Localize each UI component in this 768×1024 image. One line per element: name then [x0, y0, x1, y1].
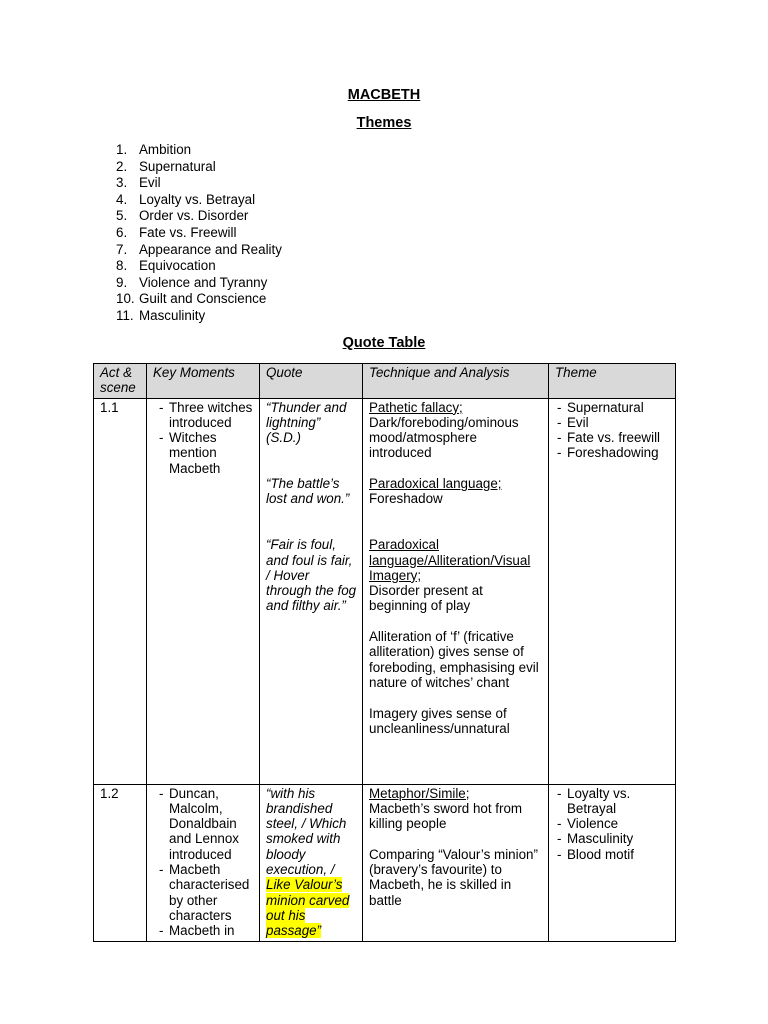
themes-list [116, 142, 282, 325]
quote-text: “Thunder and lightning” (S.D.) [266, 399, 347, 446]
list-item: - Violence [557, 816, 619, 832]
quote-text: “The battle’s lost and won.” [266, 476, 350, 507]
list-item [116, 159, 282, 176]
list-item [116, 142, 282, 159]
list-item [116, 308, 282, 325]
list-item [116, 208, 282, 225]
theme-cell [549, 398, 676, 784]
key-moment: Three witches introduced [169, 399, 253, 430]
list-text: Violence and Tyranny [139, 274, 268, 290]
act-scene-cell: 1.1 [94, 398, 147, 784]
key-moment: Duncan, Malcolm, Donaldbain and Lennox introduced [169, 785, 239, 862]
theme-tag: Violence [567, 816, 619, 832]
technique-label: Paradoxical language; [369, 476, 502, 492]
analysis-cell [363, 784, 549, 941]
list-text: Loyalty vs. Betrayal [139, 191, 256, 207]
themes-heading: Themes [356, 115, 412, 131]
analysis-text: Alliteration of ‘f’ (fricative alliteration) gives sense of foreboding, emphasising evil nature of witches’ chant [369, 629, 539, 690]
document-title: MACBETH [347, 87, 421, 103]
analysis-text: Imagery gives sense of uncleanliness/unnatural [369, 705, 510, 736]
quote-table-heading: Quote Table [342, 335, 426, 351]
list-text: Guilt and Conscience [139, 291, 267, 307]
list-text: Masculinity [139, 307, 206, 323]
technique-label: Metaphor/Simile; [369, 785, 470, 801]
key-moments-cell [147, 398, 260, 784]
list-item: - Loyalty vs. Betrayal [557, 786, 670, 817]
list-text: Evil [139, 175, 161, 191]
list-number: 2. [116, 158, 128, 174]
act-scene-cell: 1.2 [94, 784, 147, 941]
list-number: 5. [116, 208, 128, 224]
list-item [116, 258, 282, 275]
quote-text: “with his brandished steel, / Which smoked with bloody execution, / [266, 785, 347, 878]
theme-tag: Blood motif [567, 846, 634, 862]
analysis-text: Foreshadow [369, 491, 443, 507]
theme-tag: Evil [567, 414, 589, 430]
analysis-text: Macbeth’s sword hot from killing people [369, 800, 523, 832]
analysis-text: Disorder present at beginning of play [369, 583, 483, 614]
table-row [94, 784, 676, 941]
theme-tag: Fate vs. freewill [567, 430, 661, 446]
list-number: 8. [116, 258, 128, 274]
list-item [116, 291, 282, 308]
quote-cell [260, 784, 363, 941]
quote-text: “Fair is foul, and foul is fair, / Hover through the fog and filthy air.” [266, 537, 357, 614]
column-header: Theme [549, 364, 676, 399]
key-moments-cell [147, 784, 260, 941]
list-item: - Witches mention Macbeth [159, 430, 254, 476]
analysis-text: Dark/foreboding/ominous mood/atmosphere introduced [369, 414, 519, 461]
key-moment: Macbeth in [169, 923, 235, 939]
column-header: Act & scene [94, 364, 147, 399]
key-moment: Witches mention Macbeth [169, 430, 221, 476]
quote-table [93, 363, 676, 942]
column-header: Quote [260, 364, 363, 399]
technique-label: Pathetic fallacy; [369, 399, 463, 415]
list-text: Order vs. Disorder [139, 208, 249, 224]
list-item: - Fate vs. freewill [557, 430, 661, 446]
list-number: 3. [116, 175, 128, 191]
list-item: - Macbeth characterised by other characters [159, 862, 254, 923]
list-item: - Blood motif [557, 846, 634, 862]
theme-tag: Foreshadowing [567, 445, 659, 461]
quote-cell [260, 398, 363, 784]
list-item: - Foreshadowing [557, 445, 659, 461]
list-number: 1. [116, 142, 128, 157]
list-item: - Evil [557, 414, 589, 430]
analysis-cell [363, 398, 549, 784]
column-header: Key Moments [147, 364, 260, 399]
table-row [94, 398, 676, 784]
list-item: - Three witches introduced [159, 399, 253, 430]
list-number: 9. [116, 274, 128, 290]
column-header: Technique and Analysis [363, 364, 549, 399]
table-header-row [94, 364, 676, 399]
list-item: - Macbeth in [159, 923, 235, 939]
theme-cell [549, 784, 676, 941]
list-text: Supernatural [139, 158, 216, 174]
technique-label: Paradoxical language/Alliteration/Visual Imagery; [369, 537, 531, 583]
list-number: 4. [116, 191, 128, 207]
key-moment: Macbeth characterised by other characters [169, 862, 250, 923]
list-item: - Masculinity [557, 831, 634, 847]
analysis-text: Comparing “Valour’s minion” (bravery’s favourite) to Macbeth, he is skilled in battle [369, 846, 538, 908]
list-number: 10. [116, 291, 135, 307]
list-item [116, 192, 282, 209]
list-text: Equivocation [139, 258, 216, 274]
list-number: 6. [116, 224, 128, 240]
list-number: 11. [116, 307, 134, 323]
list-item [116, 225, 282, 242]
list-item [116, 275, 282, 292]
list-text: Ambition [139, 142, 192, 157]
theme-tag: Supernatural [567, 399, 644, 415]
list-item [116, 242, 282, 259]
highlighted-quote: Like Valour’s minion carved out his passage” [266, 877, 350, 939]
list-item: - Duncan, Malcolm, Donaldbain and Lennox introduced [159, 786, 254, 862]
list-item: - Supernatural [557, 399, 644, 415]
theme-tag: Loyalty vs. Betrayal [567, 785, 631, 816]
theme-tag: Masculinity [567, 831, 634, 847]
list-number: 7. [116, 241, 128, 257]
list-text: Appearance and Reality [139, 241, 282, 257]
list-item [116, 175, 282, 192]
list-text: Fate vs. Freewill [139, 224, 237, 240]
